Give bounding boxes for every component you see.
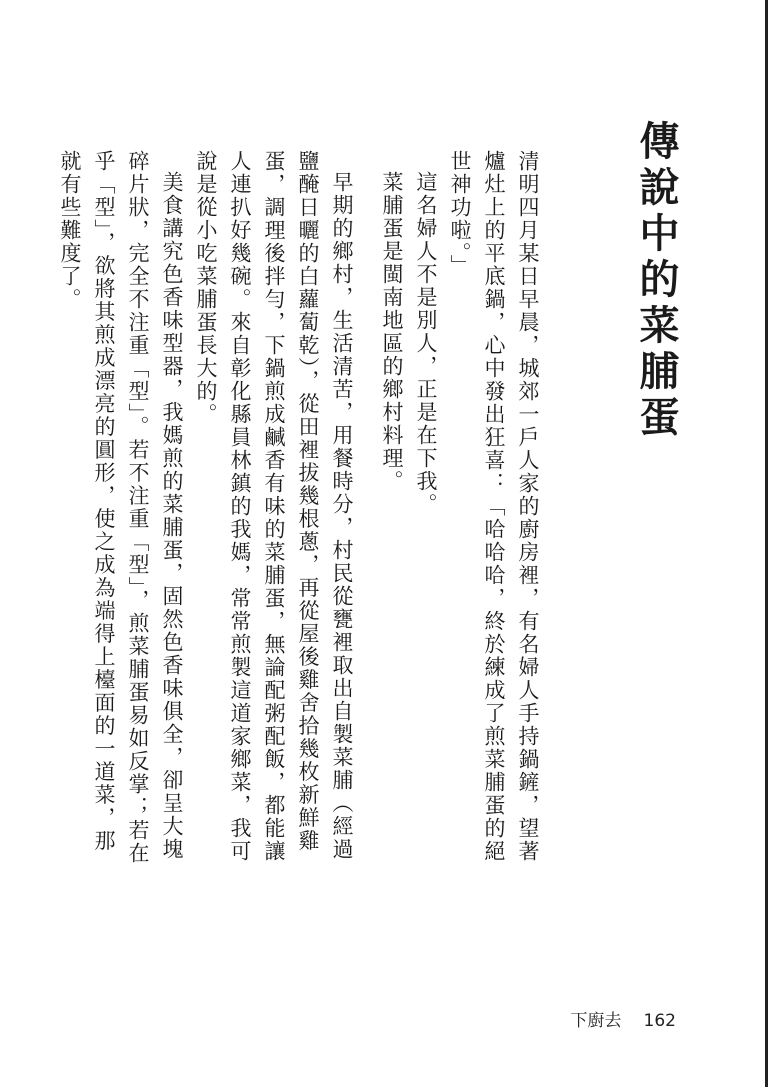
page-number: 162 xyxy=(643,1011,676,1031)
paragraph-1: 清明四月某日早晨，城郊一戶人家的廚房裡，有名婦人手持鍋鏟，望著爐灶上的平底鍋，心中發出狂喜：「哈哈哈，終於練成了煎菜脯蛋的絕世神功啦。」 xyxy=(448,150,540,863)
paragraph-3: 菜脯蛋是閩南地區的鄉村料理。 xyxy=(380,171,404,493)
paragraph-4: 早期的鄉村，生活清苦，用餐時分，村民從甕裡取出自製菜脯（經過鹽醃日曬的白蘿蔔乾），從田裡拔幾根蔥，再從屋後雞舍拾幾枚新鮮雞蛋，調理後拌勻，下鍋煎成鹹香有味的菜脯蛋，無論配粥配飯，都能讓人連扒好幾碗。來自彰化縣員林鎮的我媽，常常煎製這道家鄉菜，我可說是從小吃菜脯蛋長大的。 xyxy=(194,150,354,863)
page-footer xyxy=(571,1006,676,1031)
running-title: 下廚去 xyxy=(570,1011,622,1031)
paragraph-5: 美食講究色香味型器，我媽煎的菜脯蛋，固然色香味俱全，卻呈大塊碎片狀，完全不注重「型」。若不注重「型」，煎菜脯蛋易如反掌；若在乎「型」，欲將其煎成漂亮的圓形，使之成為端得上檯面的一道菜，那就有些難度了。 xyxy=(58,150,184,865)
body-text xyxy=(53,150,545,870)
paragraph-2: 這名婦人不是別人，正是在下我。 xyxy=(414,171,438,516)
chapter-title: 傳說中的菜脯蛋 xyxy=(633,120,679,442)
